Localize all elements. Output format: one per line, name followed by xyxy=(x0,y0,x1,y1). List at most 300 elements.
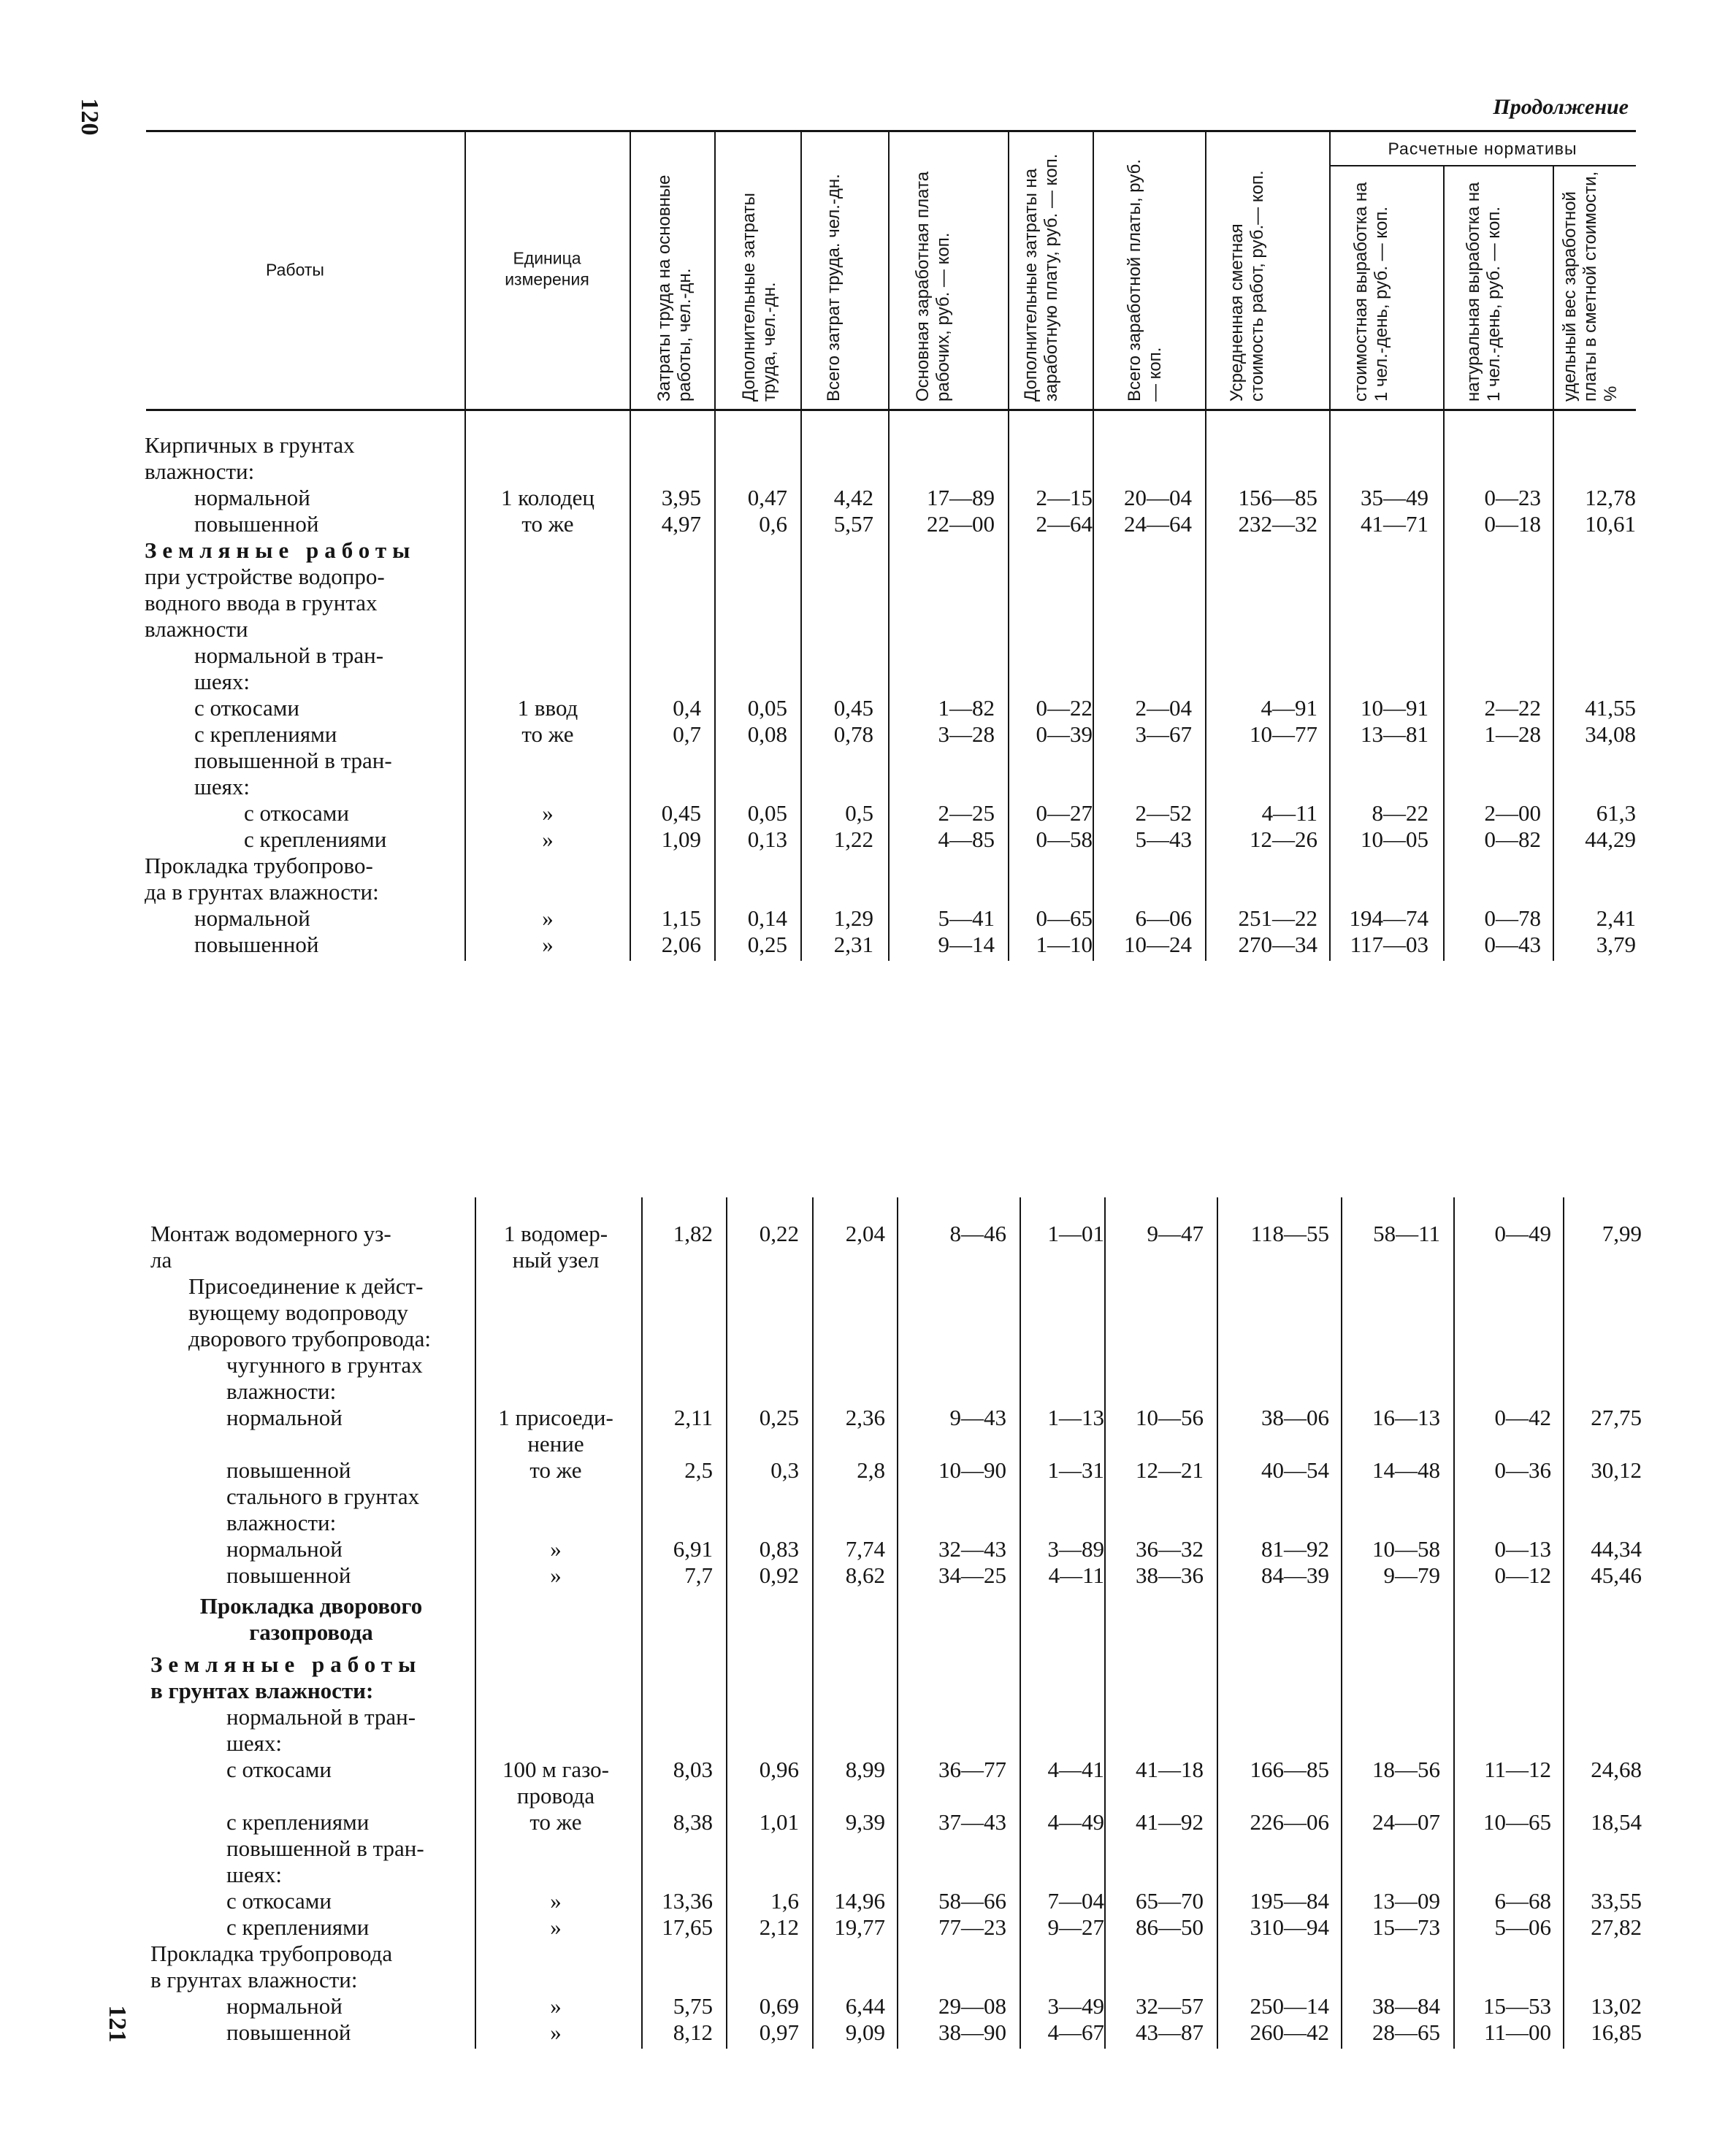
row-value: 0,45 xyxy=(833,695,873,721)
header-divider xyxy=(1329,131,1331,409)
row-value: 27,75 xyxy=(1591,1405,1642,1430)
row-value: 3,79 xyxy=(1596,932,1636,957)
row-work-text: повышенной xyxy=(226,1457,351,1483)
row-value: 3—49 xyxy=(1047,1993,1104,2019)
row-value: 2,5 xyxy=(684,1457,713,1483)
row-value: 1—28 xyxy=(1484,721,1541,747)
row-value: 11—00 xyxy=(1484,2019,1551,2045)
row-work-text: повышенной в тран- xyxy=(194,748,392,773)
row-value: 2—22 xyxy=(1484,695,1541,721)
header-divider xyxy=(1093,131,1094,409)
row-value: 0,92 xyxy=(759,1562,799,1588)
row-value: 12—21 xyxy=(1136,1457,1204,1483)
header-c9: натуральная выработка на 1 чел.-день, руб. — коп. xyxy=(1464,182,1504,402)
row-work-text: шеях: xyxy=(194,669,250,694)
column-divider xyxy=(897,1197,898,2049)
row-work-text: Прокладка дворового xyxy=(199,1593,423,1619)
column-divider xyxy=(714,410,716,961)
row-value: 251—22 xyxy=(1238,905,1317,931)
column-divider xyxy=(1341,1197,1342,2049)
row-value: 2—15 xyxy=(1036,485,1093,510)
column-divider xyxy=(1205,410,1206,961)
column-divider xyxy=(641,1197,643,2049)
row-value: 34—25 xyxy=(938,1562,1006,1588)
row-value: 58—66 xyxy=(938,1888,1006,1914)
row-value: 13—09 xyxy=(1372,1888,1440,1914)
row-value: 10,61 xyxy=(1585,511,1636,537)
row-work-text: нормальной xyxy=(226,1536,343,1562)
row-value: 0,08 xyxy=(747,721,787,747)
row-value: 7,74 xyxy=(845,1536,885,1562)
header-c4: Основная заработная плата рабочих, руб. — коп. xyxy=(913,171,953,402)
row-value: 9—79 xyxy=(1383,1562,1440,1588)
row-value: 43—87 xyxy=(1136,2019,1204,2045)
row-value: 6,91 xyxy=(673,1536,713,1562)
row-value: 61,3 xyxy=(1596,800,1636,826)
row-work-text: газопровода xyxy=(249,1619,373,1645)
row-work-text: нормальной в тран- xyxy=(226,1704,416,1730)
header-c6: Всего заработной платы, руб. — коп. xyxy=(1125,158,1165,402)
row-value: 0,25 xyxy=(759,1405,799,1430)
page-number-top: 120 xyxy=(76,98,103,136)
row-value: 3,95 xyxy=(661,485,701,510)
row-value: 4—11 xyxy=(1048,1562,1104,1588)
row-value: 5—43 xyxy=(1135,826,1192,852)
row-value: 1—01 xyxy=(1047,1221,1104,1246)
row-value: 2,11 xyxy=(673,1405,713,1430)
row-value: 17,65 xyxy=(662,1914,713,1940)
row-value: 156—85 xyxy=(1238,485,1317,510)
row-unit: » xyxy=(550,2019,562,2045)
row-value: 0,69 xyxy=(759,1993,799,2019)
row-value: 0—13 xyxy=(1494,1536,1551,1562)
row-value: 166—85 xyxy=(1250,1757,1329,1782)
row-value: 38—06 xyxy=(1261,1405,1329,1430)
row-work-text: влажности: xyxy=(226,1510,337,1535)
header-divider xyxy=(630,131,631,409)
column-divider xyxy=(726,1197,727,2049)
row-unit: » xyxy=(542,826,554,852)
row-value: 27,82 xyxy=(1591,1914,1642,1940)
row-value: 0—43 xyxy=(1484,932,1541,957)
row-work-text: с креплениями xyxy=(226,1809,370,1835)
row-value: 9—14 xyxy=(938,932,995,957)
column-divider xyxy=(1563,1197,1564,2049)
row-work-text: дворового трубопровода: xyxy=(188,1326,431,1351)
row-work-text: шеях: xyxy=(226,1730,283,1756)
row-value: 9,09 xyxy=(845,2019,885,2045)
row-value: 1,6 xyxy=(770,1888,799,1914)
row-value: 6,44 xyxy=(845,1993,885,2019)
column-divider xyxy=(630,410,631,961)
row-value: 2,12 xyxy=(759,1914,799,1940)
column-divider xyxy=(1553,410,1554,961)
row-value: 32—43 xyxy=(938,1536,1006,1562)
row-value: 77—23 xyxy=(938,1914,1006,1940)
row-value: 1—13 xyxy=(1047,1405,1104,1430)
row-work-text: да в грунтах влажности: xyxy=(145,879,379,905)
header-works: Работы xyxy=(266,260,324,280)
row-value: 9—47 xyxy=(1147,1221,1204,1246)
row-work-text: повышенной xyxy=(194,932,319,957)
row-value: 8,62 xyxy=(845,1562,885,1588)
row-value: 3—67 xyxy=(1135,721,1192,747)
row-value: 6—06 xyxy=(1135,905,1192,931)
row-value: 30,12 xyxy=(1591,1457,1642,1483)
row-value: 0—22 xyxy=(1036,695,1093,721)
row-value: 37—43 xyxy=(938,1809,1006,1835)
row-work-text: чугунного в грунтах xyxy=(226,1352,423,1378)
row-unit: 1 колодец xyxy=(500,485,595,510)
row-value: 6—68 xyxy=(1494,1888,1551,1914)
row-value: 22—00 xyxy=(927,511,995,537)
row-work-text: Земляные работы xyxy=(145,537,416,563)
row-value: 40—54 xyxy=(1261,1457,1329,1483)
row-value: 4—41 xyxy=(1047,1757,1104,1782)
row-value: 0,3 xyxy=(770,1457,799,1483)
row-work-text: с откосами xyxy=(194,695,300,721)
row-value: 1,15 xyxy=(661,905,701,931)
row-value: 3—89 xyxy=(1047,1536,1104,1562)
row-value: 232—32 xyxy=(1238,511,1317,537)
row-unit: 1 ввод xyxy=(517,695,578,721)
row-value: 16—13 xyxy=(1372,1405,1440,1430)
row-work-text: с креплениями xyxy=(194,721,337,747)
row-value: 18,54 xyxy=(1591,1809,1642,1835)
row-work-text: влажности: xyxy=(145,459,255,484)
row-value: 118—55 xyxy=(1250,1221,1329,1246)
row-work-text: нормальной xyxy=(194,905,310,931)
row-unit: 1 присоеди- xyxy=(498,1405,613,1430)
row-value: 14,96 xyxy=(834,1888,885,1914)
row-work-text: нормальной в тран- xyxy=(194,642,384,668)
header-c2: Дополнительные затраты труда, чел.-дн. xyxy=(739,193,779,402)
row-unit: то же xyxy=(529,1457,582,1483)
row-value: 45,46 xyxy=(1591,1562,1642,1588)
column-divider xyxy=(1453,1197,1455,2049)
row-value: 15—53 xyxy=(1483,1993,1551,2019)
row-unit: 100 м газо- xyxy=(502,1757,609,1782)
row-unit: » xyxy=(550,1914,562,1940)
row-value: 0,05 xyxy=(747,800,787,826)
row-value: 32—57 xyxy=(1136,1993,1204,2019)
row-value: 86—50 xyxy=(1136,1914,1204,1940)
row-value: 10—58 xyxy=(1372,1536,1440,1562)
row-value: 9—43 xyxy=(949,1405,1006,1430)
row-unit: провода xyxy=(516,1783,595,1808)
row-unit: то же xyxy=(521,721,574,747)
column-divider xyxy=(1104,1197,1106,2049)
row-work-text: повышенной xyxy=(226,2019,351,2045)
row-work-text: с откосами xyxy=(226,1757,332,1782)
row-value: 65—70 xyxy=(1136,1888,1204,1914)
row-value: 9,39 xyxy=(845,1809,885,1835)
row-value: 7,99 xyxy=(1602,1221,1642,1246)
row-value: 36—32 xyxy=(1136,1536,1204,1562)
row-value: 2—25 xyxy=(938,800,995,826)
row-value: 41—92 xyxy=(1136,1809,1204,1835)
column-divider xyxy=(1443,410,1445,961)
row-value: 1,82 xyxy=(673,1221,713,1246)
row-value: 10—91 xyxy=(1361,695,1428,721)
row-work-text: повышенной xyxy=(194,511,319,537)
row-value: 5,57 xyxy=(833,511,873,537)
row-work-text: стального в грунтах xyxy=(226,1484,420,1509)
row-value: 35—49 xyxy=(1361,485,1428,510)
header-divider xyxy=(1443,165,1445,409)
row-value: 11—12 xyxy=(1484,1757,1551,1782)
header-divider xyxy=(1205,131,1206,409)
row-work-text: в грунтах влажности: xyxy=(150,1967,358,1992)
row-value: 0—78 xyxy=(1484,905,1541,931)
header-c7: Усредненная сметная стоимость работ, руб.— коп. xyxy=(1227,170,1267,402)
row-value: 2,8 xyxy=(857,1457,885,1483)
row-value: 2—64 xyxy=(1036,511,1093,537)
row-value: 8,12 xyxy=(673,2019,713,2045)
row-value: 2—04 xyxy=(1135,695,1192,721)
row-work-text: шеях: xyxy=(226,1862,283,1887)
row-unit: то же xyxy=(529,1809,582,1835)
row-value: 0,96 xyxy=(759,1757,799,1782)
row-value: 195—84 xyxy=(1250,1888,1329,1914)
row-work-text: с креплениями xyxy=(226,1914,370,1940)
row-work-text: с креплениями xyxy=(244,826,387,852)
continuation-label: Продолжение xyxy=(1493,95,1629,119)
column-divider xyxy=(812,1197,814,2049)
row-value: 81—92 xyxy=(1261,1536,1329,1562)
header-c3: Всего затрат труда. чел.-дн. xyxy=(824,174,844,402)
page-number-bottom: 121 xyxy=(104,2005,131,2043)
row-value: 2,31 xyxy=(833,932,873,957)
row-value: 1—31 xyxy=(1047,1457,1104,1483)
column-divider xyxy=(1329,410,1331,961)
row-value: 3—28 xyxy=(938,721,995,747)
header-c8: стоимостная выработка на 1 чел.-день, руб. — коп. xyxy=(1351,182,1391,402)
row-value: 0—36 xyxy=(1494,1457,1551,1483)
row-value: 41,55 xyxy=(1585,695,1636,721)
row-value: 18—56 xyxy=(1372,1757,1440,1782)
row-value: 34,08 xyxy=(1585,721,1636,747)
row-value: 5—41 xyxy=(938,905,995,931)
row-value: 8—46 xyxy=(949,1221,1006,1246)
row-value: 310—94 xyxy=(1250,1914,1329,1940)
row-value: 0,14 xyxy=(747,905,787,931)
row-value: 0,22 xyxy=(759,1221,799,1246)
row-work-text: Монтаж водомерного уз- xyxy=(150,1221,391,1246)
row-value: 226—06 xyxy=(1250,1809,1329,1835)
row-value: 260—42 xyxy=(1250,2019,1329,2045)
row-value: 4—85 xyxy=(938,826,995,852)
row-unit: » xyxy=(550,1888,562,1914)
row-value: 4,42 xyxy=(833,485,873,510)
row-value: 28—65 xyxy=(1372,2019,1440,2045)
column-divider xyxy=(464,410,466,961)
row-value: 0—18 xyxy=(1484,511,1541,537)
column-divider xyxy=(800,410,802,961)
row-work-text: влажности xyxy=(145,616,248,642)
row-work-text: Земляные работы xyxy=(150,1651,422,1677)
row-value: 194—74 xyxy=(1349,905,1428,931)
column-divider xyxy=(1217,1197,1218,2049)
row-value: 41—18 xyxy=(1136,1757,1204,1782)
row-value: 0,83 xyxy=(759,1536,799,1562)
column-divider xyxy=(475,1197,476,2049)
row-value: 29—08 xyxy=(938,1993,1006,2019)
row-unit: то же xyxy=(521,511,574,537)
row-value: 0,7 xyxy=(673,721,701,747)
row-value: 41—71 xyxy=(1361,511,1428,537)
row-value: 117—03 xyxy=(1350,932,1428,957)
row-value: 2,41 xyxy=(1596,905,1636,931)
row-work-text: Прокладка трубопрово- xyxy=(145,853,373,878)
row-value: 8,03 xyxy=(673,1757,713,1782)
row-work-text: водного ввода в грунтах xyxy=(145,590,378,615)
row-value: 15—73 xyxy=(1372,1914,1440,1940)
row-value: 10—65 xyxy=(1483,1809,1551,1835)
row-value: 0,13 xyxy=(747,826,787,852)
row-work-text: повышенной в тран- xyxy=(226,1835,424,1861)
row-value: 1—10 xyxy=(1036,932,1093,957)
row-value: 13—81 xyxy=(1361,721,1428,747)
row-work-text: нормальной xyxy=(226,1405,343,1430)
row-value: 13,02 xyxy=(1591,1993,1642,2019)
row-work-text: Прокладка трубопровода xyxy=(150,1941,393,1966)
row-work-text: Кирпичных в грунтах xyxy=(145,432,355,458)
header-c10: удельный вес заработной платы в сметной стоимости, % xyxy=(1560,171,1621,402)
row-value: 38—84 xyxy=(1372,1993,1440,2019)
column-divider xyxy=(1093,410,1094,961)
row-value: 0,47 xyxy=(747,485,787,510)
row-value: 13,36 xyxy=(662,1888,713,1914)
row-value: 58—11 xyxy=(1373,1221,1440,1246)
row-value: 0,05 xyxy=(747,695,787,721)
row-value: 270—34 xyxy=(1238,932,1317,957)
row-unit: » xyxy=(542,905,554,931)
row-value: 9—27 xyxy=(1047,1914,1104,1940)
row-value: 10—77 xyxy=(1250,721,1317,747)
row-value: 2,04 xyxy=(845,1221,885,1246)
row-value: 10—05 xyxy=(1361,826,1428,852)
row-value: 38—90 xyxy=(938,2019,1006,2045)
row-value: 0,25 xyxy=(747,932,787,957)
row-value: 0,97 xyxy=(759,2019,799,2045)
row-work-text: с откосами xyxy=(226,1888,332,1914)
header-top-rule xyxy=(146,130,1636,132)
header-divider xyxy=(464,131,466,409)
header-divider xyxy=(800,131,802,409)
header-unit: Единица измерения xyxy=(505,248,589,288)
row-value: 4,97 xyxy=(661,511,701,537)
row-value: 0—39 xyxy=(1036,721,1093,747)
row-value: 16,85 xyxy=(1591,2019,1642,2045)
row-value: 7,7 xyxy=(684,1562,713,1588)
row-value: 10—90 xyxy=(938,1457,1006,1483)
row-value: 4—67 xyxy=(1047,2019,1104,2045)
row-work-text: Присоединение к дейст- xyxy=(188,1273,424,1299)
row-value: 10—24 xyxy=(1124,932,1192,957)
row-value: 14—48 xyxy=(1372,1457,1440,1483)
column-divider xyxy=(1008,410,1009,961)
row-value: 0—23 xyxy=(1484,485,1541,510)
row-value: 19,77 xyxy=(834,1914,885,1940)
row-value: 1,09 xyxy=(661,826,701,852)
row-value: 0—58 xyxy=(1036,826,1093,852)
row-value: 33,55 xyxy=(1591,1888,1642,1914)
row-value: 4—11 xyxy=(1261,800,1317,826)
row-unit: » xyxy=(542,800,554,826)
row-work-text: с откосами xyxy=(244,800,350,826)
header-divider xyxy=(1008,131,1009,409)
row-value: 8,38 xyxy=(673,1809,713,1835)
row-value: 2—52 xyxy=(1135,800,1192,826)
header-bottom-rule xyxy=(146,409,1636,411)
row-value: 0,5 xyxy=(845,800,873,826)
row-value: 20—04 xyxy=(1124,485,1192,510)
row-value: 2,06 xyxy=(661,932,701,957)
row-work-text: при устройстве водопро- xyxy=(145,564,385,589)
row-value: 250—14 xyxy=(1250,1993,1329,2019)
row-work-text: повышенной xyxy=(226,1562,351,1588)
header-c5: Дополнительные затраты на заработную плату, руб. — коп. xyxy=(1021,153,1061,402)
row-value: 0,4 xyxy=(673,695,701,721)
row-unit: 1 водомер- xyxy=(503,1221,608,1246)
header-c1: Затраты труда на основные работы, чел.-дн. xyxy=(654,174,695,402)
row-value: 0—82 xyxy=(1484,826,1541,852)
row-value: 0,45 xyxy=(661,800,701,826)
row-value: 0—27 xyxy=(1036,800,1093,826)
group-rule xyxy=(1329,165,1636,166)
row-unit: ный узел xyxy=(512,1247,600,1273)
header-divider xyxy=(1553,165,1554,409)
row-value: 1,29 xyxy=(833,905,873,931)
row-value: 8—22 xyxy=(1372,800,1428,826)
row-work-text: шеях: xyxy=(194,774,250,799)
row-unit: » xyxy=(550,1993,562,2019)
row-unit: » xyxy=(542,932,554,957)
row-value: 5—06 xyxy=(1494,1914,1551,1940)
row-value: 24—07 xyxy=(1372,1809,1440,1835)
row-value: 2,36 xyxy=(845,1405,885,1430)
row-unit: » xyxy=(550,1536,562,1562)
row-unit: нение xyxy=(527,1431,584,1457)
row-unit: » xyxy=(550,1562,562,1588)
row-value: 5,75 xyxy=(673,1993,713,2019)
row-value: 1—82 xyxy=(938,695,995,721)
row-work-text: в грунтах влажности: xyxy=(150,1678,374,1703)
row-value: 36—77 xyxy=(938,1757,1006,1782)
row-value: 0—49 xyxy=(1494,1221,1551,1246)
row-value: 7—04 xyxy=(1047,1888,1104,1914)
header-divider xyxy=(714,131,716,409)
row-value: 2—00 xyxy=(1484,800,1541,826)
row-value: 12,78 xyxy=(1585,485,1636,510)
row-value: 8,99 xyxy=(845,1757,885,1782)
row-value: 17—89 xyxy=(927,485,995,510)
row-work-text: нормальной xyxy=(194,485,310,510)
column-divider xyxy=(888,410,890,961)
row-value: 4—91 xyxy=(1261,695,1317,721)
row-value: 84—39 xyxy=(1261,1562,1329,1588)
row-value: 38—36 xyxy=(1136,1562,1204,1588)
row-value: 0,6 xyxy=(759,511,787,537)
row-value: 4—49 xyxy=(1047,1809,1104,1835)
header-divider xyxy=(888,131,890,409)
row-work-text: влажности: xyxy=(226,1378,337,1404)
row-value: 0—42 xyxy=(1494,1405,1551,1430)
row-value: 44,34 xyxy=(1591,1536,1642,1562)
row-value: 0,78 xyxy=(833,721,873,747)
row-value: 12—26 xyxy=(1250,826,1317,852)
